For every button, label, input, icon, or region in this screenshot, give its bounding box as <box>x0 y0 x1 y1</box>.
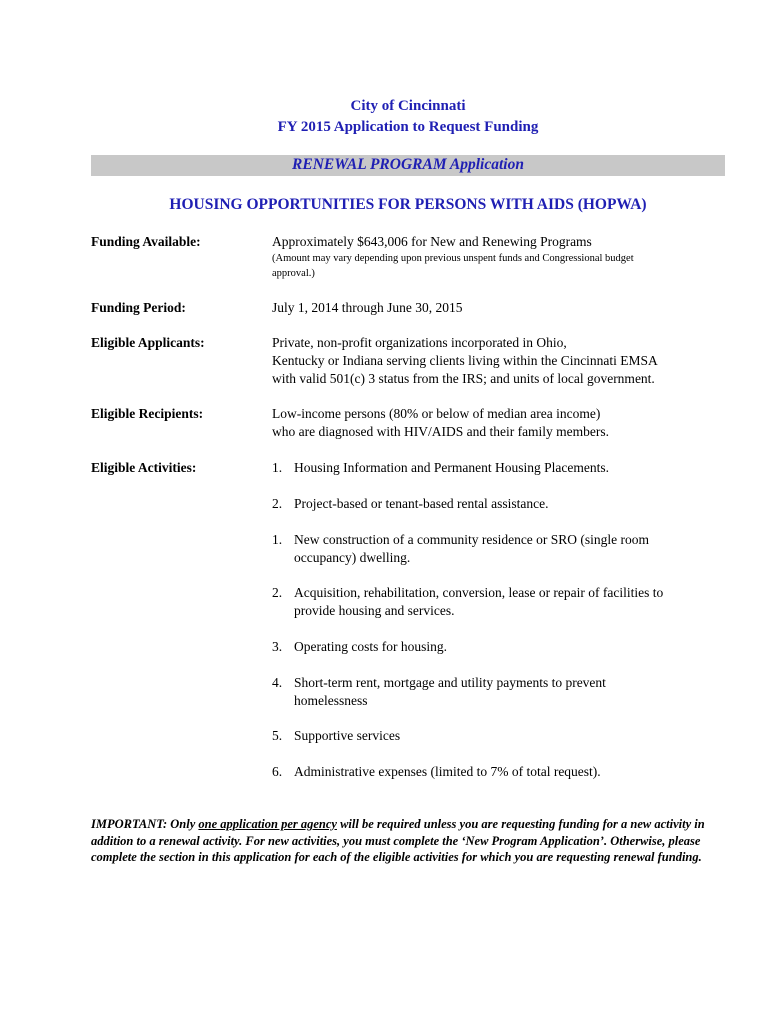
funding-available-value: Approximately $643,006 for New and Renewing Programs <box>272 234 592 249</box>
activity-number: 4. <box>272 675 283 690</box>
eligible-recipients-line2: who are diagnosed with HIV/AIDS and their family members. <box>272 424 610 439</box>
activity-text-cont: provide housing and services. <box>294 603 455 618</box>
renewal-heading: RENEWAL PROGRAM Application <box>292 156 524 173</box>
funding-available-label: Funding Available: <box>91 234 201 249</box>
application-title: FY 2015 Application to Request Funding <box>277 119 539 135</box>
activity-text-cont: occupancy) dwelling. <box>294 550 411 565</box>
activity-number: 6. <box>272 764 283 779</box>
eligible-applicants-line1: Private, non-profit organizations incorporated in Ohio, <box>272 335 567 350</box>
eligible-applicants-line2: Kentucky or Indiana serving clients living within the Cincinnati EMSA <box>272 353 658 368</box>
renewal-banner <box>91 155 725 176</box>
eligible-activities-label: Eligible Activities: <box>91 460 197 475</box>
activity-number: 1. <box>272 532 283 547</box>
funding-note-line2: approval.) <box>272 268 315 279</box>
funding-period-label: Funding Period: <box>91 300 186 315</box>
activity-text: New construction of a community residence or SRO (single room <box>294 532 650 547</box>
activity-number: 2. <box>272 585 283 600</box>
city-title: City of Cincinnati <box>350 98 466 114</box>
activity-text: Administrative expenses (limited to 7% of total request). <box>294 764 601 779</box>
important-note <box>91 816 726 866</box>
activity-text: Operating costs for housing. <box>294 639 447 654</box>
important-rest: will be required unless you are requesting funding for a new activity in addition to a renewal activity. For new activities, you must complete the ‘New Program Application’. Otherwise, please complete the section in this application for each of the eligible activities for which you are requesting renewal funding. <box>91 817 705 864</box>
activity-text: Supportive services <box>294 728 401 743</box>
activity-text: Housing Information and Permanent Housing Placements. <box>294 460 609 475</box>
funding-note-line1: (Amount may vary depending upon previous unspent funds and Congressional budget <box>272 253 634 264</box>
activity-number: 3. <box>272 639 283 654</box>
important-lead: IMPORTANT: Only <box>91 817 199 831</box>
important-underlined: one application per agency <box>198 817 337 831</box>
activity-text: Project-based or tenant-based rental assistance. <box>294 496 549 511</box>
eligible-applicants-line3: with valid 501(c) 3 status from the IRS; and units of local government. <box>272 371 655 386</box>
program-heading: HOUSING OPPORTUNITIES FOR PERSONS WITH AIDS (HOPWA) <box>169 196 647 213</box>
activity-text-cont: homelessness <box>294 693 368 708</box>
activity-text: Acquisition, rehabilitation, conversion, lease or repair of facilities to <box>294 585 664 600</box>
eligible-recipients-line1: Low-income persons (80% or below of median area income) <box>272 406 601 421</box>
funding-period-value: July 1, 2014 through June 30, 2015 <box>272 300 463 315</box>
eligible-recipients-label: Eligible Recipients: <box>91 406 204 421</box>
activity-text: Short-term rent, mortgage and utility payments to prevent <box>294 675 606 690</box>
activity-number: 1. <box>272 460 283 475</box>
activity-number: 2. <box>272 496 283 511</box>
activity-number: 5. <box>272 728 283 743</box>
eligible-applicants-label: Eligible Applicants: <box>91 335 205 350</box>
